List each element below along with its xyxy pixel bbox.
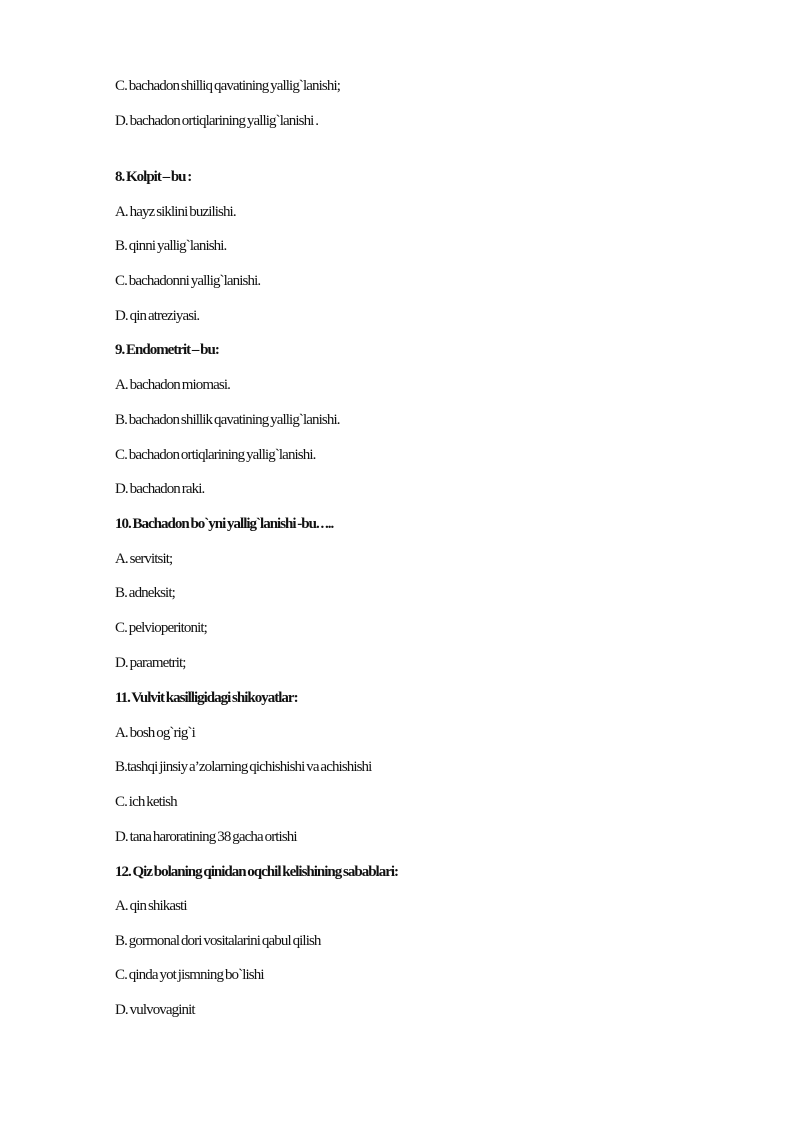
option-9b: B. bachadon shillik qavatining yallig`lanishi. — [115, 412, 340, 428]
option-10a: A. servitsit; — [115, 551, 173, 567]
option-12a: A. qin shikasti — [115, 898, 187, 914]
option-12b: B. gormonal dori vositalarini qabul qilish — [115, 933, 321, 949]
option-10d: D. parametrit; — [115, 655, 186, 671]
option-10c: C. pelvioperitonit; — [115, 620, 207, 636]
question-8: 8. Kolpit – bu : — [115, 169, 192, 185]
option-9c: C. bachadon ortiqlarining yallig`lanishi. — [115, 447, 316, 463]
option-8a: A. hayz siklini buzilishi. — [115, 204, 236, 220]
question-12: 12. Qiz bolaning qinidan oqchil kelishining sabablari: — [115, 864, 399, 880]
option-9d: D. bachadon raki. — [115, 481, 205, 497]
option-7c: C. bachadon shilliq qavatining yallig`lanishi; — [115, 78, 340, 94]
option-12d: D. vulvovaginit — [115, 1002, 195, 1018]
option-8c: C. bachadonni yallig`lanishi. — [115, 273, 261, 289]
option-11c: C. ich ketish — [115, 794, 177, 810]
option-11b: B.tashqi jinsiy a’zolarning qichishishi va achishishi — [115, 759, 372, 775]
option-8b: B. qinni yallig`lanishi. — [115, 238, 227, 254]
question-11: 11. Vulvit kasilligidagi shikoyatlar: — [115, 690, 298, 706]
option-7d: D. bachadon ortiqlarining yallig`lanishi . — [115, 113, 319, 129]
option-10b: B. adneksit; — [115, 585, 175, 601]
question-10: 10. Bachadon bo`yni yallig`lanishi -bu. . ... — [115, 516, 334, 532]
option-9a: A. bachadon miomasi. — [115, 377, 230, 393]
option-11d: D. tana haroratining 38 gacha ortishi — [115, 829, 297, 845]
question-9: 9. Endometrit – bu: — [115, 342, 219, 358]
option-12c: C. qinda yot jismning bo`lishi — [115, 967, 264, 983]
option-8d: D. qin atreziyasi. — [115, 308, 200, 324]
option-11a: A. bosh og`rig`i — [115, 725, 195, 741]
